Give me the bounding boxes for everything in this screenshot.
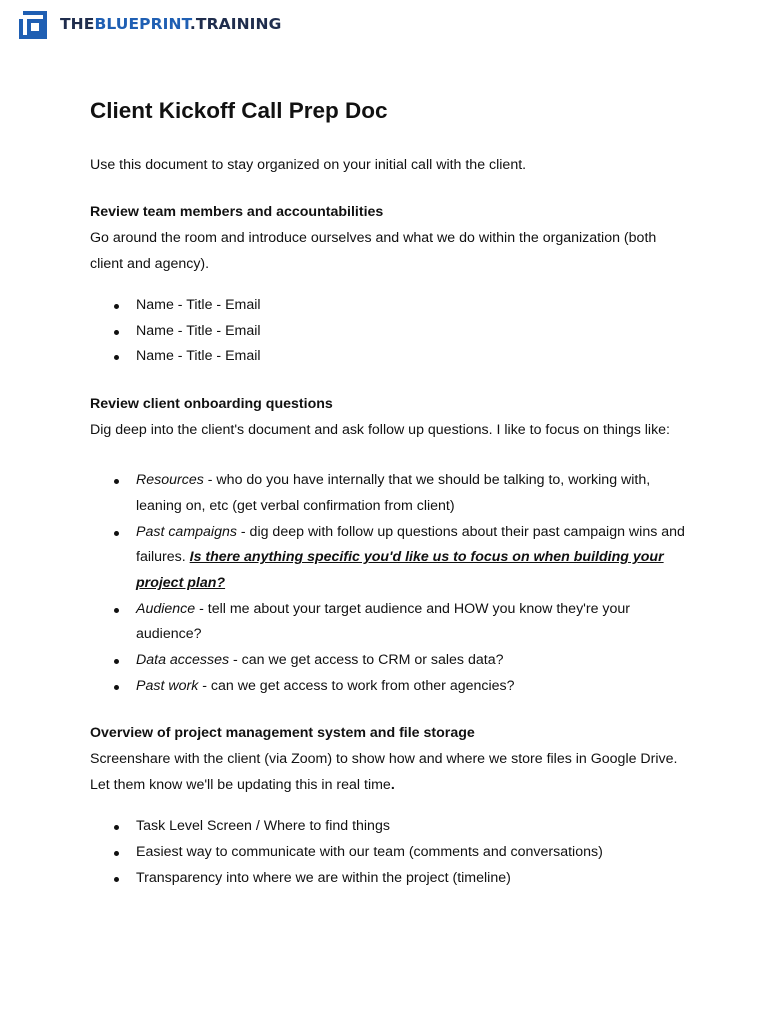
section-heading: Overview of project management system and file storage — [90, 725, 475, 742]
list-item: Easiest way to communicate with our team (comments and conversations) — [90, 840, 690, 866]
item-text: - can we get access to CRM or sales data? — [229, 652, 504, 669]
team-list — [90, 293, 690, 370]
list-item: Name - Title - Email — [90, 344, 690, 370]
item-term: Past campaigns — [136, 523, 237, 540]
document-intro: Use this document to stay organized on your initial call with the client. — [90, 157, 527, 173]
blueprint-logo-icon — [19, 11, 47, 39]
section-heading: Review client onboarding questions — [90, 396, 333, 413]
section-body-end: . — [390, 777, 395, 794]
list-item: Name - Title - Email — [90, 293, 690, 319]
item-text: - can we get access to work from other agencies? — [198, 677, 515, 694]
item-emphasis: Is there anything specific you'd like us to focus on when building your project plan? — [136, 549, 664, 591]
list-item — [90, 520, 690, 597]
brand-header — [19, 11, 281, 39]
onboarding-list — [90, 468, 690, 699]
section-team-members — [90, 199, 690, 370]
document-body — [90, 94, 690, 892]
brand-part-the: THE — [60, 15, 95, 34]
section-onboarding-questions — [90, 391, 690, 699]
brand-part-blueprint: BLUEPRINT — [94, 15, 190, 34]
section-body: Dig deep into the client's document and ask follow up questions. I like to focus on things like: — [90, 422, 671, 439]
list-item — [90, 648, 690, 674]
item-text: - who do you have internally that we should be talking to, working with, leaning on, etc (get verbal confirmation from client) — [136, 472, 651, 514]
brand-wordmark — [60, 17, 281, 33]
section-body — [90, 746, 690, 798]
project-management-list — [90, 814, 690, 891]
item-text: - dig deep with follow up questions about their past campaign wins and failures. — [136, 523, 685, 566]
list-item — [90, 597, 690, 648]
section-project-management — [90, 720, 690, 891]
item-term: Past work — [136, 677, 199, 694]
list-item: Task Level Screen / Where to find things — [90, 814, 690, 840]
item-term: Audience — [136, 600, 196, 617]
item-term: Resources — [136, 472, 204, 489]
section-heading: Review team members and accountabilities — [90, 204, 384, 220]
list-item — [90, 674, 690, 700]
document-title: Client Kickoff Call Prep Doc — [90, 98, 388, 123]
brand-part-training: .TRAINING — [189, 15, 282, 34]
section-body: Go around the room and introduce ourselves and what we do within the organization (both client and agency). — [90, 230, 657, 272]
item-term: Data accesses — [136, 652, 230, 669]
section-body-text: Screenshare with the client (via Zoom) to show how and where we store files in Google Drive. Let them know we'll be updating this in real time — [90, 751, 678, 794]
list-item — [90, 468, 690, 519]
item-text: - tell me about your target audience and HOW you know they're your audience? — [136, 600, 631, 643]
list-item: Name - Title - Email — [90, 319, 690, 345]
list-item: Transparency into where we are within the project (timeline) — [90, 866, 690, 892]
